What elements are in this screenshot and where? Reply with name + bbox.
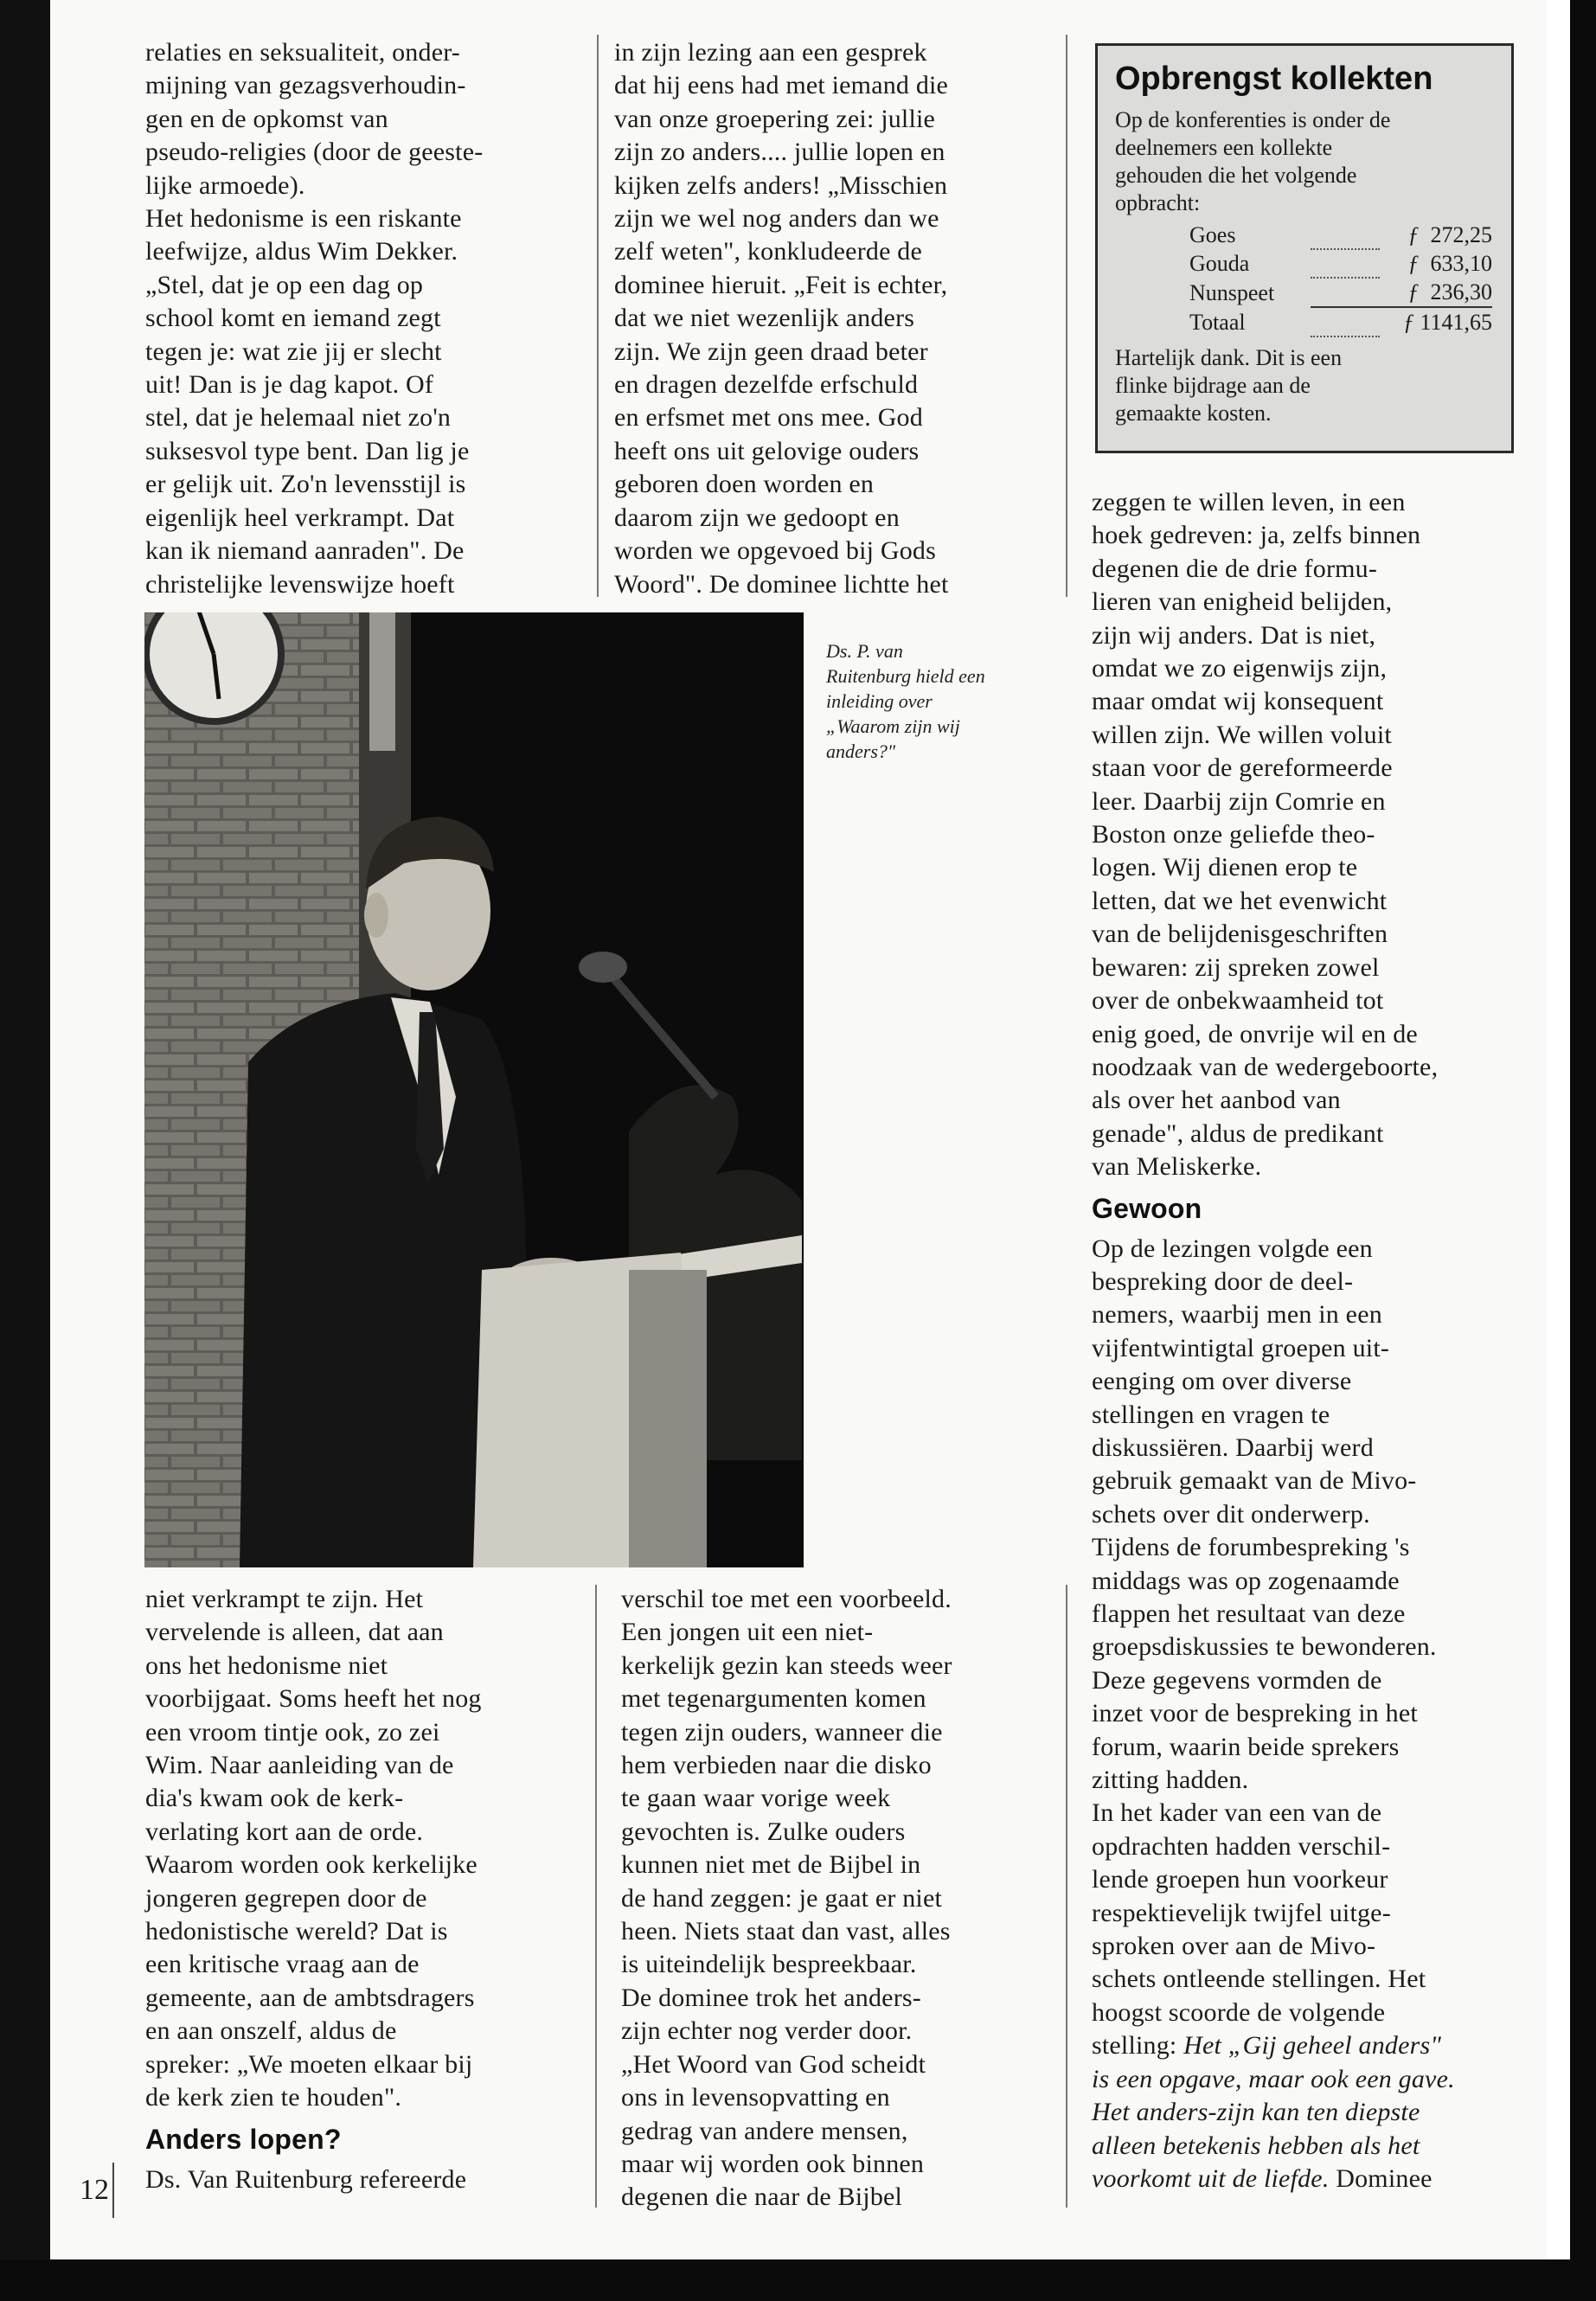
paragraph-verkrampt: niet verkrampt te zijn. Het vervelende is alleen, dat aan ons het hedonisme niet voorbijgaat. Soms heeft het nog een vroom tintje ook, zo zei Wim. Naar aanleiding van de dia's kwam ook de kerk- verlating kort aan de orde. Waarom worden ook kerkelijke jongeren gegrepen door de hedonistische wereld? Dat is een kritische vraag aan de gemeente, aan de ambtsdragers en aan onszelf, aldus de spreker: „We moeten elkaar bij de kerk zien te houden". — [145, 1585, 482, 2112]
column-2-top — [614, 36, 1047, 601]
paragraph-predikant: zeggen te willen leven, in een hoek gedreven: ja, zelfs binnen degenen die de drie formu- lieren van enigheid belijden, zijn wij anders. Dat is niet, omdat we zo eigenwijs zijn, maar omdat wij konsequent willen zijn. We willen voluit staan voor de gereformeerde leer. Daarbij zijn Comrie en Boston onze geliefde theo- logen. Wij dienen erop te letten, dat we het evenwicht van de belijdenisgeschriften bewaren: zij spreken zowel over de onbekwaamheid tot enig goed, de onvrije wil en de noodzaak van de wedergeboorte, als over het aanbod van genade", aldus de predikant van Meliskerke. — [1092, 488, 1439, 1182]
row-amount: ƒ 633,10 — [1407, 251, 1492, 276]
column-divider-2 — [1066, 35, 1067, 597]
paragraph-lezing: in zijn lezing aan een gesprek dat hij eens had met iemand die van onze groepering zei: jullie zijn zo anders.... jullie lopen en kijken zelfs anders! „Misschien zijn we wel nog anders dan we zelf weten", konkludeerde de dominee hieruit. „Feit is echter, dat we niet wezenlijk anders zijn. We zijn geen draad beter en dragen dezelfde erfschuld en erfsmet met ons mee. God heeft ons uit gelovige ouders geboren doen worden en daarom zijn we gedoopt en worden we opgevoed bij Gods Woord". De dominee lichtte het — [614, 38, 949, 599]
box-title: Opbrengst kollekten — [1115, 61, 1433, 97]
total-amount: ƒ 1141,65 — [1380, 307, 1492, 336]
column-divider-1 — [597, 35, 599, 597]
paragraph-voorbeeld: verschil toe met een voorbeeld. Een jongen uit een niet- kerkelijk gezin kan steeds weer met tegenargumenten komen tegen zijn ouders, wanneer die hem verbieden naar die disko te gaan waar vorige week gevochten is. Zulke ouders kunnen niet met de Bijbel in de hand zeggen: je gaat er niet heen. Niets staat dan vast, alles is uiteindelijk bespreekbaar. De dominee trok het anders- zijn echter nog verder door. „Het Woord van God scheidt ons in levensopvatting en gedrag van andere mensen, maar wij worden ook binnen degenen die naar de Bijbel — [621, 1585, 952, 2212]
row-place: Goes — [1189, 222, 1236, 247]
leader-dots — [1311, 307, 1380, 336]
thesis-quote: Het „Gij geheel anders" is een opgave, maar ook een gave. Het anders-zijn kan ten diepste alleen betekenis hebben als het voorkomt uit de liefde. — [1092, 2031, 1455, 2193]
table-row — [1189, 278, 1492, 307]
box-intro: Op de konferenties is onder de deelnemers een kollekte gehouden die het volgende opbracht: — [1115, 107, 1391, 215]
speaker-illustration — [144, 612, 804, 1567]
column-2-bottom — [621, 1583, 1054, 2214]
column-1-top — [145, 36, 578, 601]
column-divider-3 — [595, 1585, 597, 2208]
collection-revenue-box — [1095, 43, 1514, 453]
row-amount: ƒ 236,30 — [1407, 279, 1492, 304]
photo-caption: Ds. P. van Ruitenburg hield een inleiding over „Waarom zijn wij anders?" — [826, 640, 985, 762]
table-row — [1189, 249, 1492, 278]
paragraph-refereerde: Ds. Van Ruitenburg refereerde — [145, 2164, 467, 2194]
row-place: Gouda — [1189, 251, 1250, 276]
heading-gewoon: Gewoon — [1092, 1192, 1202, 1224]
paragraph-hedonisme: relaties en seksualiteit, onder- mijning van gezagsverhoudin- gen en de opkomst van pseudo-religies (door de geeste- lijke armoede). Het hedonisme is een riskante leefwijze, aldus Wim Dekker. „Stel, dat je op een dag op school komt en iemand zegt tegen je: wat zie jij er slecht uit! Dan is je dag kapot. Of stel, dat je helemaal niet zo'n suksesvol type bent. Dan lig je er gelijk uit. Zo'n levensstijl is eigenlijk heel verkrampt. Dat kan ik niemand aanraden". De christelijke levenswijze hoeft — [145, 38, 484, 599]
leader-dots — [1311, 249, 1380, 278]
column-divider-4 — [1066, 1585, 1067, 2208]
leader-dots — [1311, 278, 1380, 307]
row-amount: ƒ 272,25 — [1407, 222, 1492, 247]
total-row — [1189, 307, 1492, 336]
scan-border-left — [0, 0, 50, 2301]
row-place: Nunspeet — [1189, 279, 1275, 305]
box-outro: Hartelijk dank. Dit is een flinke bijdrage aan de gemaakte kosten. — [1115, 345, 1343, 426]
scan-border-right — [1570, 0, 1596, 2301]
page-number-rule — [112, 2163, 114, 2218]
total-label: Totaal — [1189, 309, 1246, 335]
paragraph-bespreking: Op de lezingen volgde een bespreking door de deel- nemers, waarbij men in een vijfentwintigtal groepen uit- eenging om over diverse stellingen en vragen te diskussiëren. Daarbij werd gebruik gemaakt van de Mivo- schets over dit onderwerp. Tijdens de forumbespreking 's middags was op zogenaamde flappen het resultaat van deze groepsdiskussies te bewonderen. Deze gegevens vormden de inzet voor de bespreking in het forum, waarin beide sprekers zitting hadden. In het kader van een van de opdrachten hadden verschil- lende groepen hun voorkeur respektievelijk twijfel uitge- sproken over aan de Mivo- schets ontleende stellingen. Het hoogst scoorde de volgende stelling: Het „Gij geheel anders" is een opgave, maar ook een gave. Het anders-zijn kan ten diepste alleen betekenis hebben als het voorkomt uit de liefde. Dominee — [1092, 1234, 1455, 2193]
leader-dots — [1311, 221, 1380, 249]
revenue-table — [1189, 221, 1492, 337]
column-3 — [1092, 486, 1524, 2195]
scan-border-bottom — [0, 2259, 1596, 2301]
column-1-bottom — [145, 1583, 578, 2196]
page-number: 12 — [80, 2174, 109, 2206]
heading-anders-lopen: Anders lopen? — [145, 2123, 342, 2155]
table-row — [1189, 221, 1492, 249]
speaker-photo — [144, 612, 804, 1567]
